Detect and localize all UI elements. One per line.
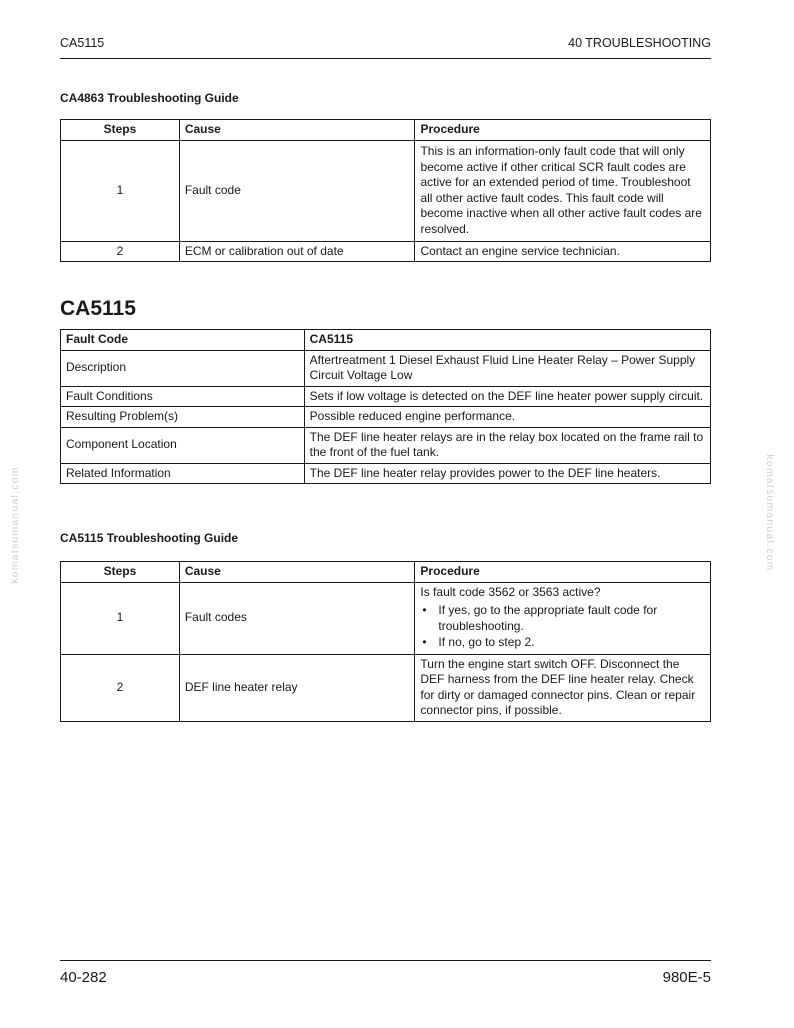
table-row bbox=[61, 407, 711, 428]
cause-cell: Fault codes bbox=[179, 582, 415, 654]
header-doc-code: CA5115 bbox=[60, 36, 105, 50]
procedure-cell: Contact an engine service technician. bbox=[415, 241, 711, 262]
cause-cell: ECM or calibration out of date bbox=[179, 241, 415, 262]
row-value: The DEF line heater relays are in the relay box located on the frame rail to the front of the fuel tank. bbox=[304, 427, 710, 463]
cause-cell: DEF line heater relay bbox=[179, 654, 415, 721]
col-cause: Cause bbox=[179, 120, 415, 141]
table-row bbox=[61, 654, 711, 721]
row-value: Sets if low voltage is detected on the DEF line heater power supply circuit. bbox=[304, 386, 710, 407]
table-row bbox=[61, 241, 711, 262]
guide1-table bbox=[60, 119, 711, 262]
list-item: • If no, go to step 2. bbox=[420, 635, 705, 651]
page-number: 40-282 bbox=[60, 969, 107, 986]
model-number: 980E-5 bbox=[662, 969, 711, 986]
procedure-cell: Turn the engine start switch OFF. Disconnect the DEF harness from the DEF line heater relay. Check for dirty or damaged connector pins. Clean or repair connector pins, if possible. bbox=[415, 654, 711, 721]
watermark-right: komatsumanual.com bbox=[764, 454, 776, 572]
cause-cell: Fault code bbox=[179, 140, 415, 241]
step-cell: 2 bbox=[61, 654, 180, 721]
col-procedure: Procedure bbox=[415, 120, 711, 141]
table-row bbox=[61, 582, 711, 654]
col-cause: Cause bbox=[179, 562, 415, 583]
page-header bbox=[60, 35, 711, 59]
fault-code-value: CA5115 bbox=[304, 330, 710, 351]
col-steps: Steps bbox=[61, 120, 180, 141]
fault-code-label: Fault Code bbox=[61, 330, 305, 351]
guide2-table bbox=[60, 561, 711, 722]
row-value: The DEF line heater relay provides power to the DEF line heaters. bbox=[304, 463, 710, 484]
table-row bbox=[61, 427, 711, 463]
row-label: Resulting Problem(s) bbox=[61, 407, 305, 428]
table-header-row bbox=[61, 120, 711, 141]
guide2-title: CA5115 Troubleshooting Guide bbox=[60, 531, 239, 545]
list-item: • If yes, go to the appropriate fault code for troubleshooting. bbox=[420, 603, 705, 634]
guide1-title: CA4863 Troubleshooting Guide bbox=[60, 91, 239, 105]
procedure-cell bbox=[415, 582, 711, 654]
watermark-left: komatsumanual.com bbox=[9, 466, 21, 584]
row-label: Fault Conditions bbox=[61, 386, 305, 407]
row-label: Related Information bbox=[61, 463, 305, 484]
table-row bbox=[61, 350, 711, 386]
fault-code-table bbox=[60, 329, 711, 484]
row-label: Description bbox=[61, 350, 305, 386]
row-value: Aftertreatment 1 Diesel Exhaust Fluid Line Heater Relay – Power Supply Circuit Voltage Low bbox=[304, 350, 710, 386]
row-value: Possible reduced engine performance. bbox=[304, 407, 710, 428]
step-cell: 1 bbox=[61, 140, 180, 241]
step-cell: 2 bbox=[61, 241, 180, 262]
page-footer bbox=[60, 960, 711, 986]
procedure-intro: Is fault code 3562 or 3563 active? bbox=[420, 584, 601, 599]
table-header-row bbox=[61, 330, 711, 351]
step-cell: 1 bbox=[61, 582, 180, 654]
table-header-row bbox=[61, 562, 711, 583]
procedure-bullets bbox=[420, 603, 705, 651]
col-procedure: Procedure bbox=[415, 562, 711, 583]
table-row bbox=[61, 386, 711, 407]
row-label: Component Location bbox=[61, 427, 305, 463]
table-row bbox=[61, 140, 711, 241]
col-steps: Steps bbox=[61, 562, 180, 583]
section-title: CA5115 bbox=[60, 297, 136, 320]
header-chapter: 40 TROUBLESHOOTING bbox=[568, 36, 711, 50]
table-row bbox=[61, 463, 711, 484]
procedure-cell: This is an information-only fault code that will only become active if other critical SCR fault codes are active for an extended period of time. Troubleshoot all other active fault codes. This fault code will become inactive when all other active fault codes are resolved. bbox=[415, 140, 711, 241]
